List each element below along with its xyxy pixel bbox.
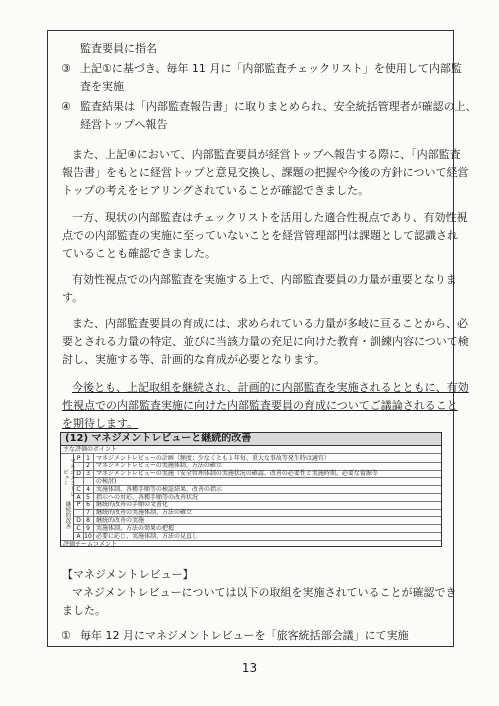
- list-item-4-line-1: 監査結果は「内部監査報告書」に取りまとめられ、安全統括管理者が確認の上、: [80, 100, 477, 113]
- paragraph-2-line-3: ていることも確認できました。: [62, 247, 216, 260]
- bottom-paragraph-line-2: ました。: [62, 604, 106, 617]
- row-text: マネジメントレビューの計画（頻度：少なくとも１年毎、重大な事故等発生時は適宜）: [96, 454, 330, 462]
- page-number: 13: [241, 661, 258, 675]
- row-number: 5: [86, 493, 90, 501]
- row-number: 6: [86, 501, 90, 509]
- paragraph-4-line-2: 要とされる力量の特定、並びに当該力量の充足に向けた教育・訓練内容について検: [62, 335, 469, 348]
- row-pdca: D: [76, 516, 81, 524]
- column-divider-number: [93, 454, 94, 540]
- paragraph-1-line-1: また、上記④において、内部監査要員が経営トップへ報告する際に、「内部監査: [72, 148, 461, 161]
- row-text: の検討): [96, 477, 117, 485]
- row-text: 実施体制、各種手順等の検証結果、改善の指示: [96, 485, 223, 493]
- group-label-management-review: [61, 454, 74, 499]
- paragraph-1-line-2: 報告書」をもとに経営トップと意見交換し、課題の把握や今後の方針について経営: [62, 166, 469, 179]
- row-pdca: A: [76, 532, 81, 540]
- paragraph-5-line-3: を期待します。: [62, 417, 139, 430]
- bottom-list-item-1: 毎年 12 月にマネジメントレビューを「旅客統括部会議」にて実施: [80, 629, 409, 642]
- row-pdca: A: [76, 493, 81, 501]
- paragraph-2-line-2: 点での内部監査の実施に至っていないことを経営管理部門は課題として認識され: [62, 229, 458, 242]
- evaluation-section: [60, 432, 442, 547]
- row-number: 7: [86, 509, 90, 517]
- management-review-heading: 【マネジメントレビュー】: [62, 568, 194, 581]
- row-text: マネジメントレビューの実施（安全管理体制の実施状況の確認、改善の必要性と実施時期、必要な資源等: [96, 470, 378, 478]
- row-text: 継続的改善の実施: [96, 516, 145, 524]
- row-number: 3: [86, 470, 90, 478]
- comment-label: 評価チームコメント: [61, 540, 441, 548]
- section-title: (12) マネジメントレビューと継続的改善: [65, 433, 252, 444]
- row-text: 継続的改善の実施体制、方法の確立: [96, 509, 193, 517]
- row-pdca: P: [76, 501, 81, 509]
- list-item-3-line-1: 上記①に基づき、毎年 11 月に「内部監査チェックリスト」を使用して内部監: [80, 62, 462, 75]
- row-number: 8: [86, 516, 90, 524]
- bottom-list-marker-1: ①: [61, 629, 71, 642]
- row-number: 2: [86, 462, 90, 470]
- row-pdca: P: [76, 454, 81, 462]
- row-number: 1: [86, 454, 90, 462]
- section-title-bar: [61, 433, 441, 446]
- paragraph-5-line-1: 今後とも、上記取組を継続され、計画的に内部監査を実施されるとともに、有効: [72, 381, 469, 394]
- bottom-paragraph-line-1: マネジメントレビューについては以下の取組を実施されていることが確認でき: [72, 586, 457, 599]
- row-number: 9: [86, 524, 90, 532]
- list-item-4-line-2: 経営トップへ報告: [80, 118, 168, 131]
- paragraph-3-line-1: 有効性視点での内部監査を実施する上で、内部監査要員の力量が重要となりま: [72, 273, 457, 286]
- row-pdca: D: [76, 470, 81, 478]
- paragraph-1-line-3: トップの考えをヒアリングされていることが確認できました。: [62, 184, 370, 197]
- group-label-continuous-improvement-text: 継続的改善: [64, 501, 71, 529]
- row-text: 必要に応じ、実施体制、方法の見直し: [96, 532, 199, 540]
- row-text: 継続的改善の手順の文書化: [96, 501, 169, 509]
- row-text: 実施体制、方法の効果の把握: [96, 524, 175, 532]
- paragraph-2-line-1: 一方、現状の内部監査はチェックリストを活用した適合性視点であり、有効性視: [72, 211, 468, 224]
- row-number: 10: [84, 532, 92, 540]
- list-continuation: 監査要員に指名: [80, 42, 157, 55]
- paragraph-4-line-3: 討し、実施する等、計画的な育成が必要となります。: [62, 353, 326, 366]
- row-pdca: C: [76, 485, 81, 493]
- paragraph-3-line-2: す。: [62, 291, 84, 304]
- list-marker-3: ③: [61, 62, 71, 75]
- points-label: 主な評価のポイント: [61, 446, 441, 454]
- paragraph-4-line-1: また、内部監査要員の育成には、求められている力量が多岐に亘ることから、必: [72, 317, 468, 330]
- row-text: マネジメントレビューの実施体制、方法の確立: [96, 462, 222, 470]
- paragraph-5-line-2: 性視点での内部監査実施に向けた内部監査要員の育成についてご議論されること: [62, 399, 458, 412]
- group-label-continuous-improvement: [61, 499, 74, 540]
- row-pdca: C: [76, 524, 81, 532]
- list-item-3-line-2: 査を実施: [80, 80, 124, 93]
- row-text: 指示への対応、各種手順等の改善状況: [96, 493, 199, 501]
- row-number: 4: [86, 485, 90, 493]
- group-label-management-review-text: マネジメントレビュー: [62, 458, 75, 497]
- list-marker-4: ④: [61, 100, 71, 113]
